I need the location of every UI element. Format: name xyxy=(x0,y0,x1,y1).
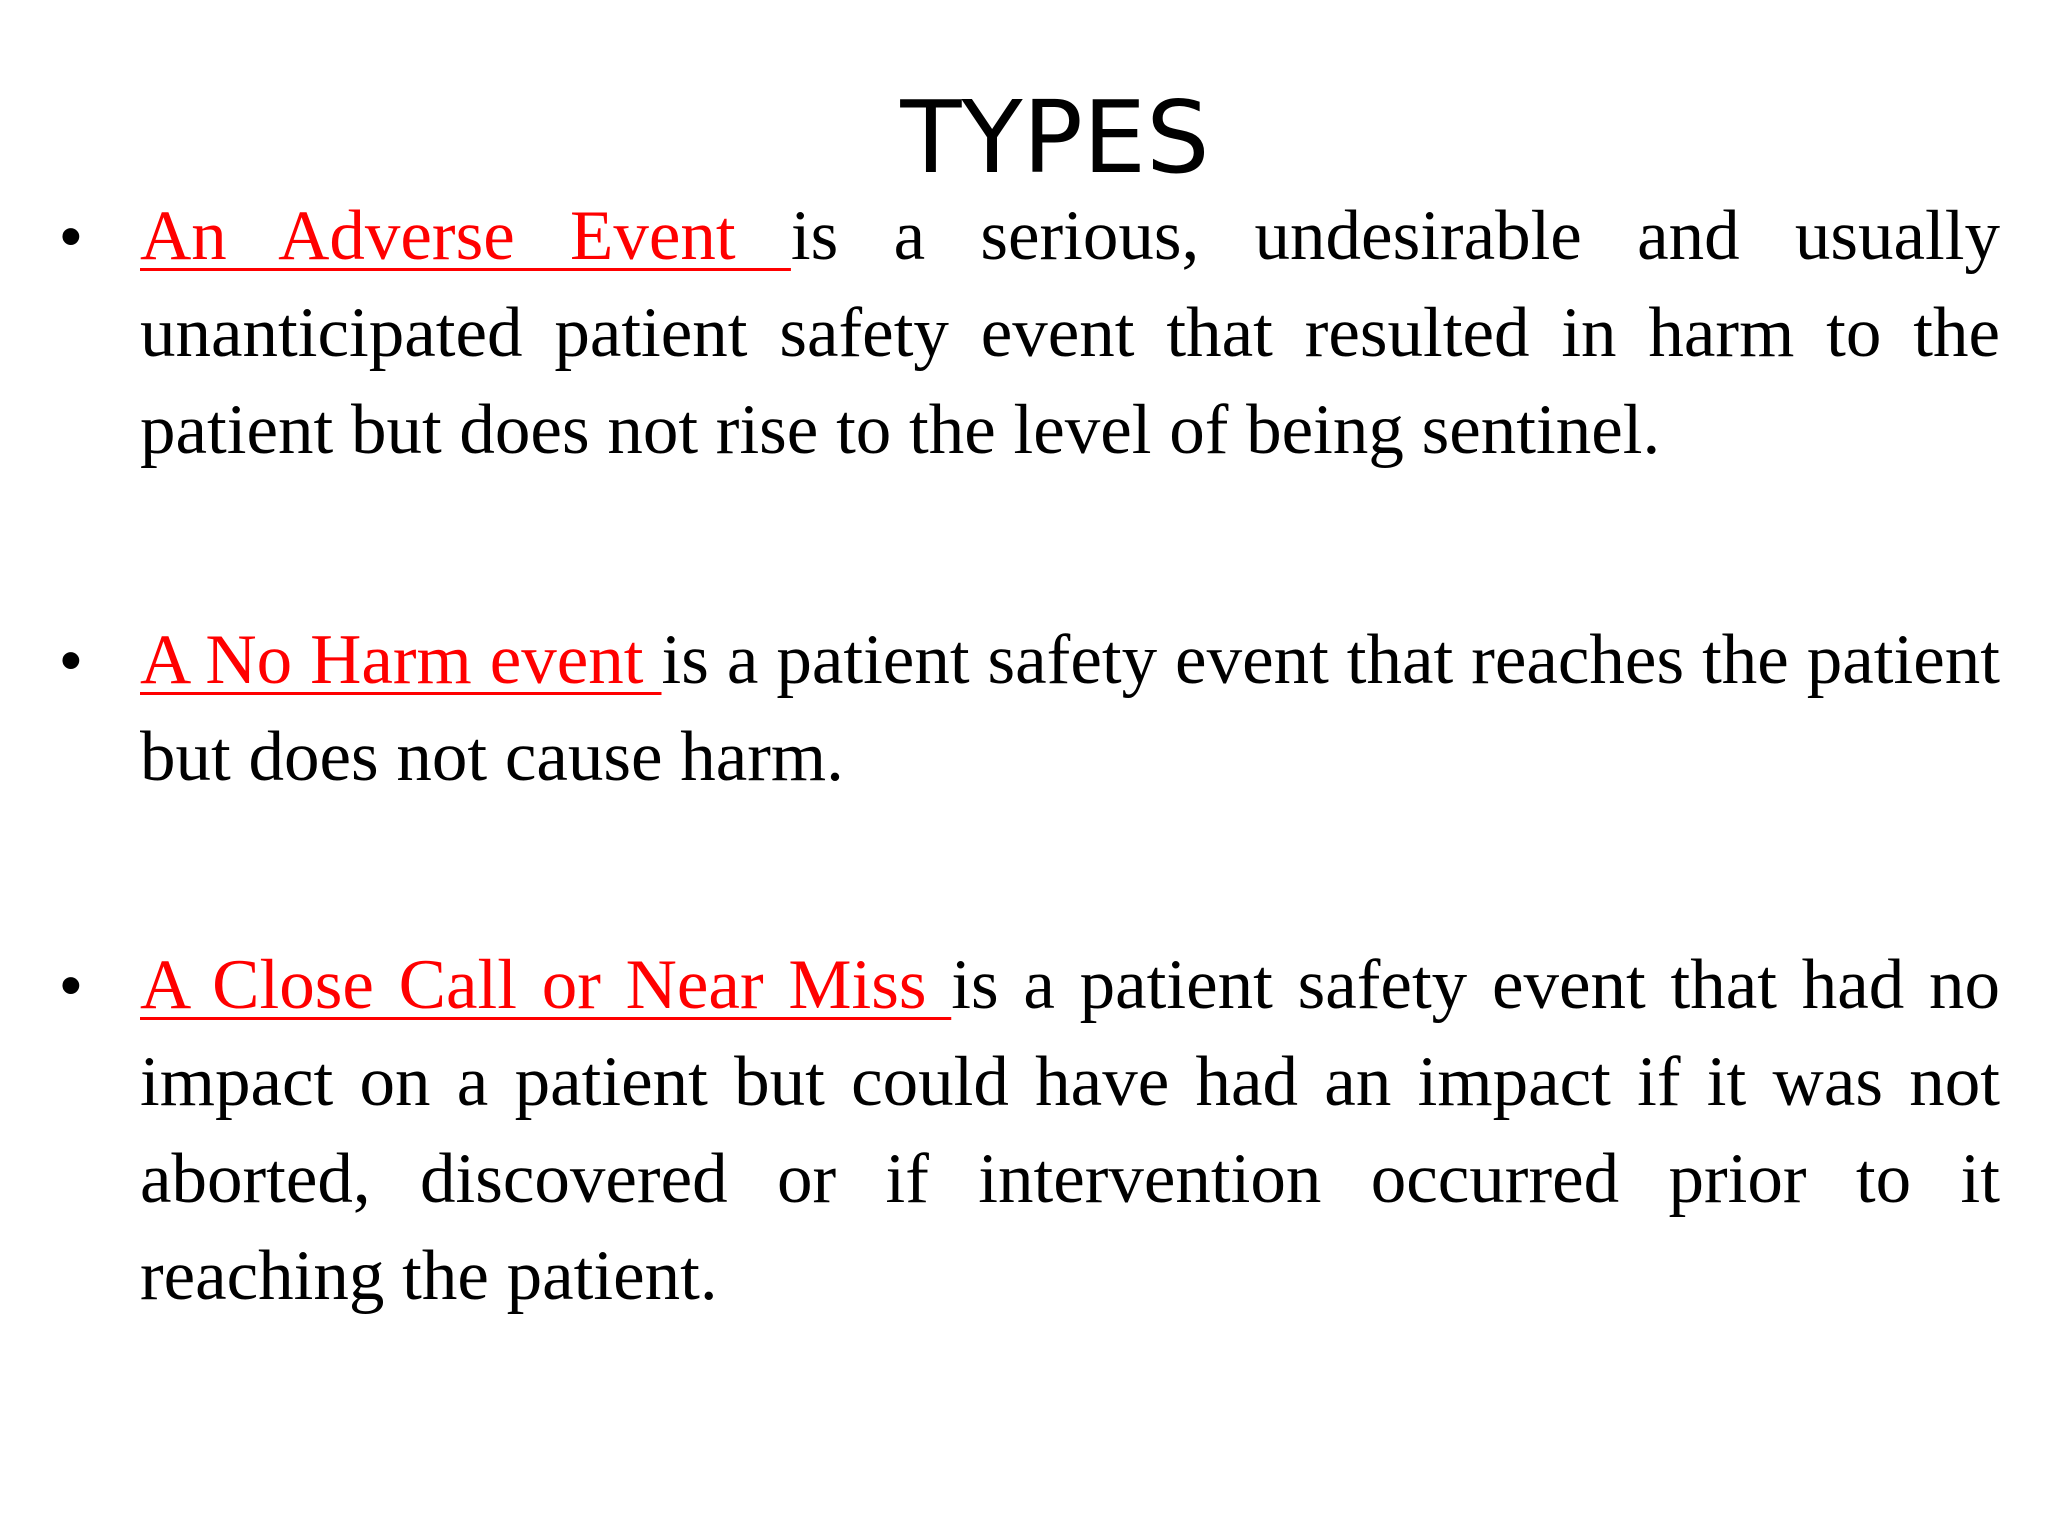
bullet-term: An Adverse Event xyxy=(140,197,791,275)
bullet-item-adverse-event xyxy=(60,188,2001,479)
bullet-term: A Close Call or Near Miss xyxy=(140,946,952,1024)
bullet-text: is a patient safety event that had no impact on a patient but could have had an impact if it was not aborted, discovered or if intervention occurred prior to it reaching the patient. xyxy=(140,946,2000,1315)
bullet-dot-icon: • xyxy=(60,202,82,271)
bullet-dot-icon: • xyxy=(60,626,82,695)
bullet-item-no-harm-event xyxy=(60,612,2000,806)
bullet-item-close-call xyxy=(60,937,2000,1325)
bullet-text: is a serious, undesirable and usually unanticipated patient safety event that resulted in harm to the patient but does not rise to the level of being sentinel. xyxy=(140,197,2001,469)
bullet-dot-icon: • xyxy=(60,951,82,1020)
slide-title: TYPES xyxy=(900,79,1210,196)
bullet-term: A No Harm event xyxy=(140,621,662,699)
bullet-text: is a patient safety event that reaches the patient but does not cause harm. xyxy=(140,621,2000,796)
